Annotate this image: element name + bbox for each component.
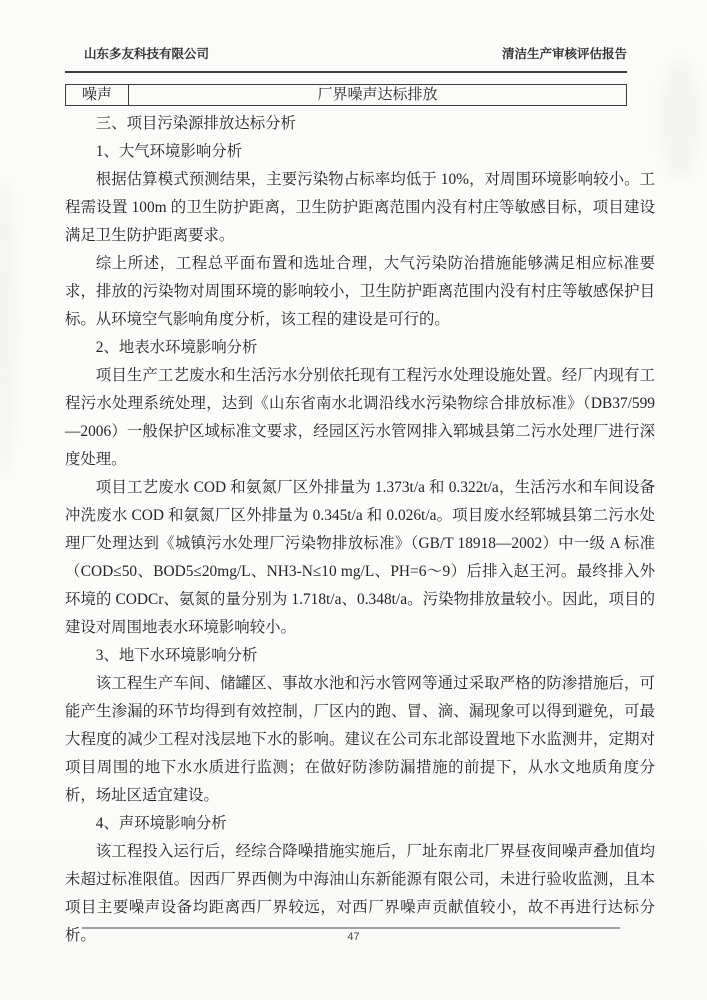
paragraph-air-2: 综上所述，工程总平面布置和选址合理，大气污染防治措施能够满足相应标准要求，排放的污染物对周围环境的影响较小，卫生防护距离范围内没有村庄等敏感保护目标。从环境空气影响角度分析，该工程的建设是可行的。 xyxy=(65,255,655,328)
table-row xyxy=(66,85,627,106)
subsection-heading-groundwater: 3、地下水环境影响分析 xyxy=(95,647,258,664)
subsection-heading-surface-water: 2、地表水环境影响分析 xyxy=(95,339,258,356)
table-cell-noise-label: 噪声 xyxy=(66,85,129,106)
subsection-heading-noise: 4、声环境影响分析 xyxy=(95,815,227,832)
subsection-heading-air: 1、大气环境影响分析 xyxy=(95,143,243,160)
paragraph-surface-water-2: 项目工艺废水 COD 和氨氮厂区外排量为 1.373t/a 和 0.322t/a，生活污水和车间设备冲洗废水 COD 和氨氮厂区外排量为 0.345t/a 和 0.026t/a。项目废水经郓城县第二污水处理厂处理达到《城镇污水处理厂污染物排放标准》（GB/T 18918—2002）中一级 A 标准（COD≤50、BOD5≤20mg/L、NH3-N≤10 mg/L、PH=6～9）后排入赵王河。最终排入外环境的 CODCr、氨氮的量分别为 1.718t/a、0.348t/a。污染物排放量较小。因此，项目的建设对周围地表水环境影响较小。 xyxy=(65,479,655,636)
table-cell-noise-value: 厂界噪声达标排放 xyxy=(129,85,627,106)
page-number: 47 xyxy=(347,931,360,943)
scan-smudge xyxy=(0,180,18,480)
header-company-name: 山东多友科技有限公司 xyxy=(84,47,210,61)
page-header xyxy=(65,44,627,73)
section-heading-pollution-analysis: 三、项目污染源排放达标分析 xyxy=(95,115,296,132)
document-body xyxy=(65,110,655,950)
paragraph-groundwater-1: 该工程生产车间、储罐区、事故水池和污水管网等通过采取严格的防渗措施后，可能产生渗漏的环节均得到有效控制，厂区内的跑、冒、滴、漏现象可以得到避免，可最大程度的减少工程对浅层地下水的影响。建议在公司东北部设置地下水监测井，定期对项目周围的地下水水质进行监测；在做好防渗防漏措施的前提下，从水文地质角度分析，场址区适宜建设。 xyxy=(65,675,655,804)
footer-divider xyxy=(82,927,620,929)
noise-standard-table xyxy=(65,84,627,106)
header-report-title: 清洁生产审核评估报告 xyxy=(501,47,627,61)
paragraph-air-1: 根据估算模式预测结果，主要污染物占标率均低于 10%，对周围环境影响较小。工程需设置 100m 的卫生防护距离，卫生防护距离范围内没有村庄等敏感目标，项目建设满足卫生防护距离要求。 xyxy=(65,171,655,244)
paragraph-noise-1: 该工程投入运行后，经综合降噪措施实施后，厂址东南北厂界昼夜间噪声叠加值均未超过标准限值。因西厂界西侧为中海油山东新能源有限公司，未进行验收监测，且本项目主要噪声设备均距离西厂界较远，对西厂界噪声贡献值较小，故不再进行达标分析。 xyxy=(65,843,655,944)
paragraph-surface-water-1: 项目生产工艺废水和生活污水分别依托现有工程污水处理设施处置。经厂内现有工程污水处理系统处理，达到《山东省南水北调沿线水污染物综合排放标准》（DB37/599—2006）一般保护区域标准文要求，经园区污水管网排入郓城县第二污水处理厂进行深度处理。 xyxy=(65,367,655,468)
scan-smudge xyxy=(660,60,700,180)
